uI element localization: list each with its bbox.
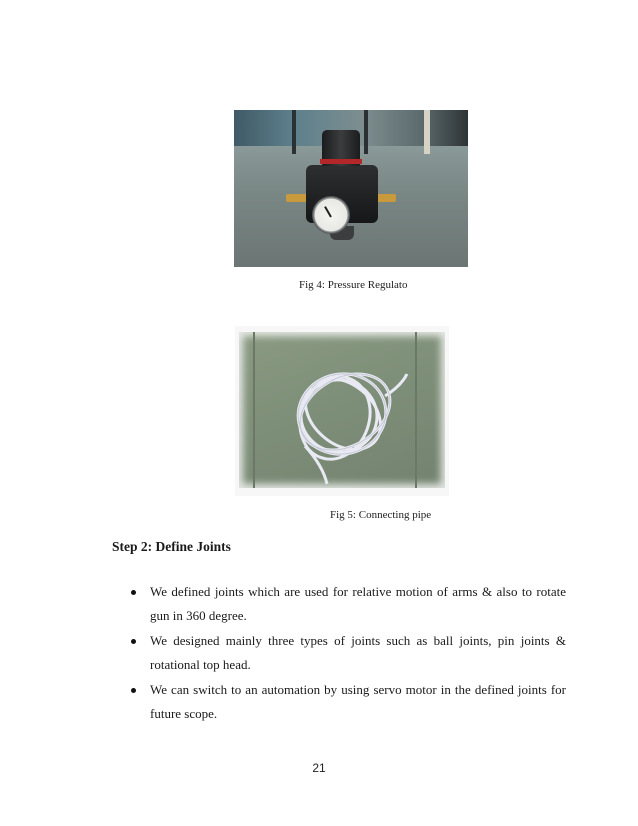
list-item-text: We designed mainly three types of joints such as ball joints, pin joints & rotational top head.	[150, 633, 566, 672]
bullet-list	[128, 580, 566, 727]
list-item	[128, 678, 566, 726]
bullet-icon	[131, 590, 136, 595]
connecting-pipe-photo	[235, 326, 449, 496]
photo-post	[292, 110, 296, 154]
coiled-pipe	[235, 326, 449, 496]
photo-post	[364, 110, 368, 154]
page-number: 21	[312, 761, 326, 775]
list-item-text: We can switch to an automation by using servo motor in the defined joints for future scope.	[150, 682, 566, 721]
photo-post	[424, 110, 430, 154]
bullet-icon	[131, 639, 136, 644]
figure-caption: Fig 4: Pressure Regulato	[299, 279, 408, 291]
list-item-text: We defined joints which are used for relative motion of arms & also to rotate gun in 360 degree.	[150, 584, 566, 623]
list-item	[128, 629, 566, 677]
figure-caption: Fig 5: Connecting pipe	[330, 509, 432, 521]
bullet-icon	[131, 688, 136, 693]
list-item	[128, 580, 566, 628]
pressure-regulator-photo	[234, 110, 468, 267]
section-heading: Step 2: Define Joints	[112, 539, 231, 554]
regulator-red-ring	[320, 159, 362, 164]
